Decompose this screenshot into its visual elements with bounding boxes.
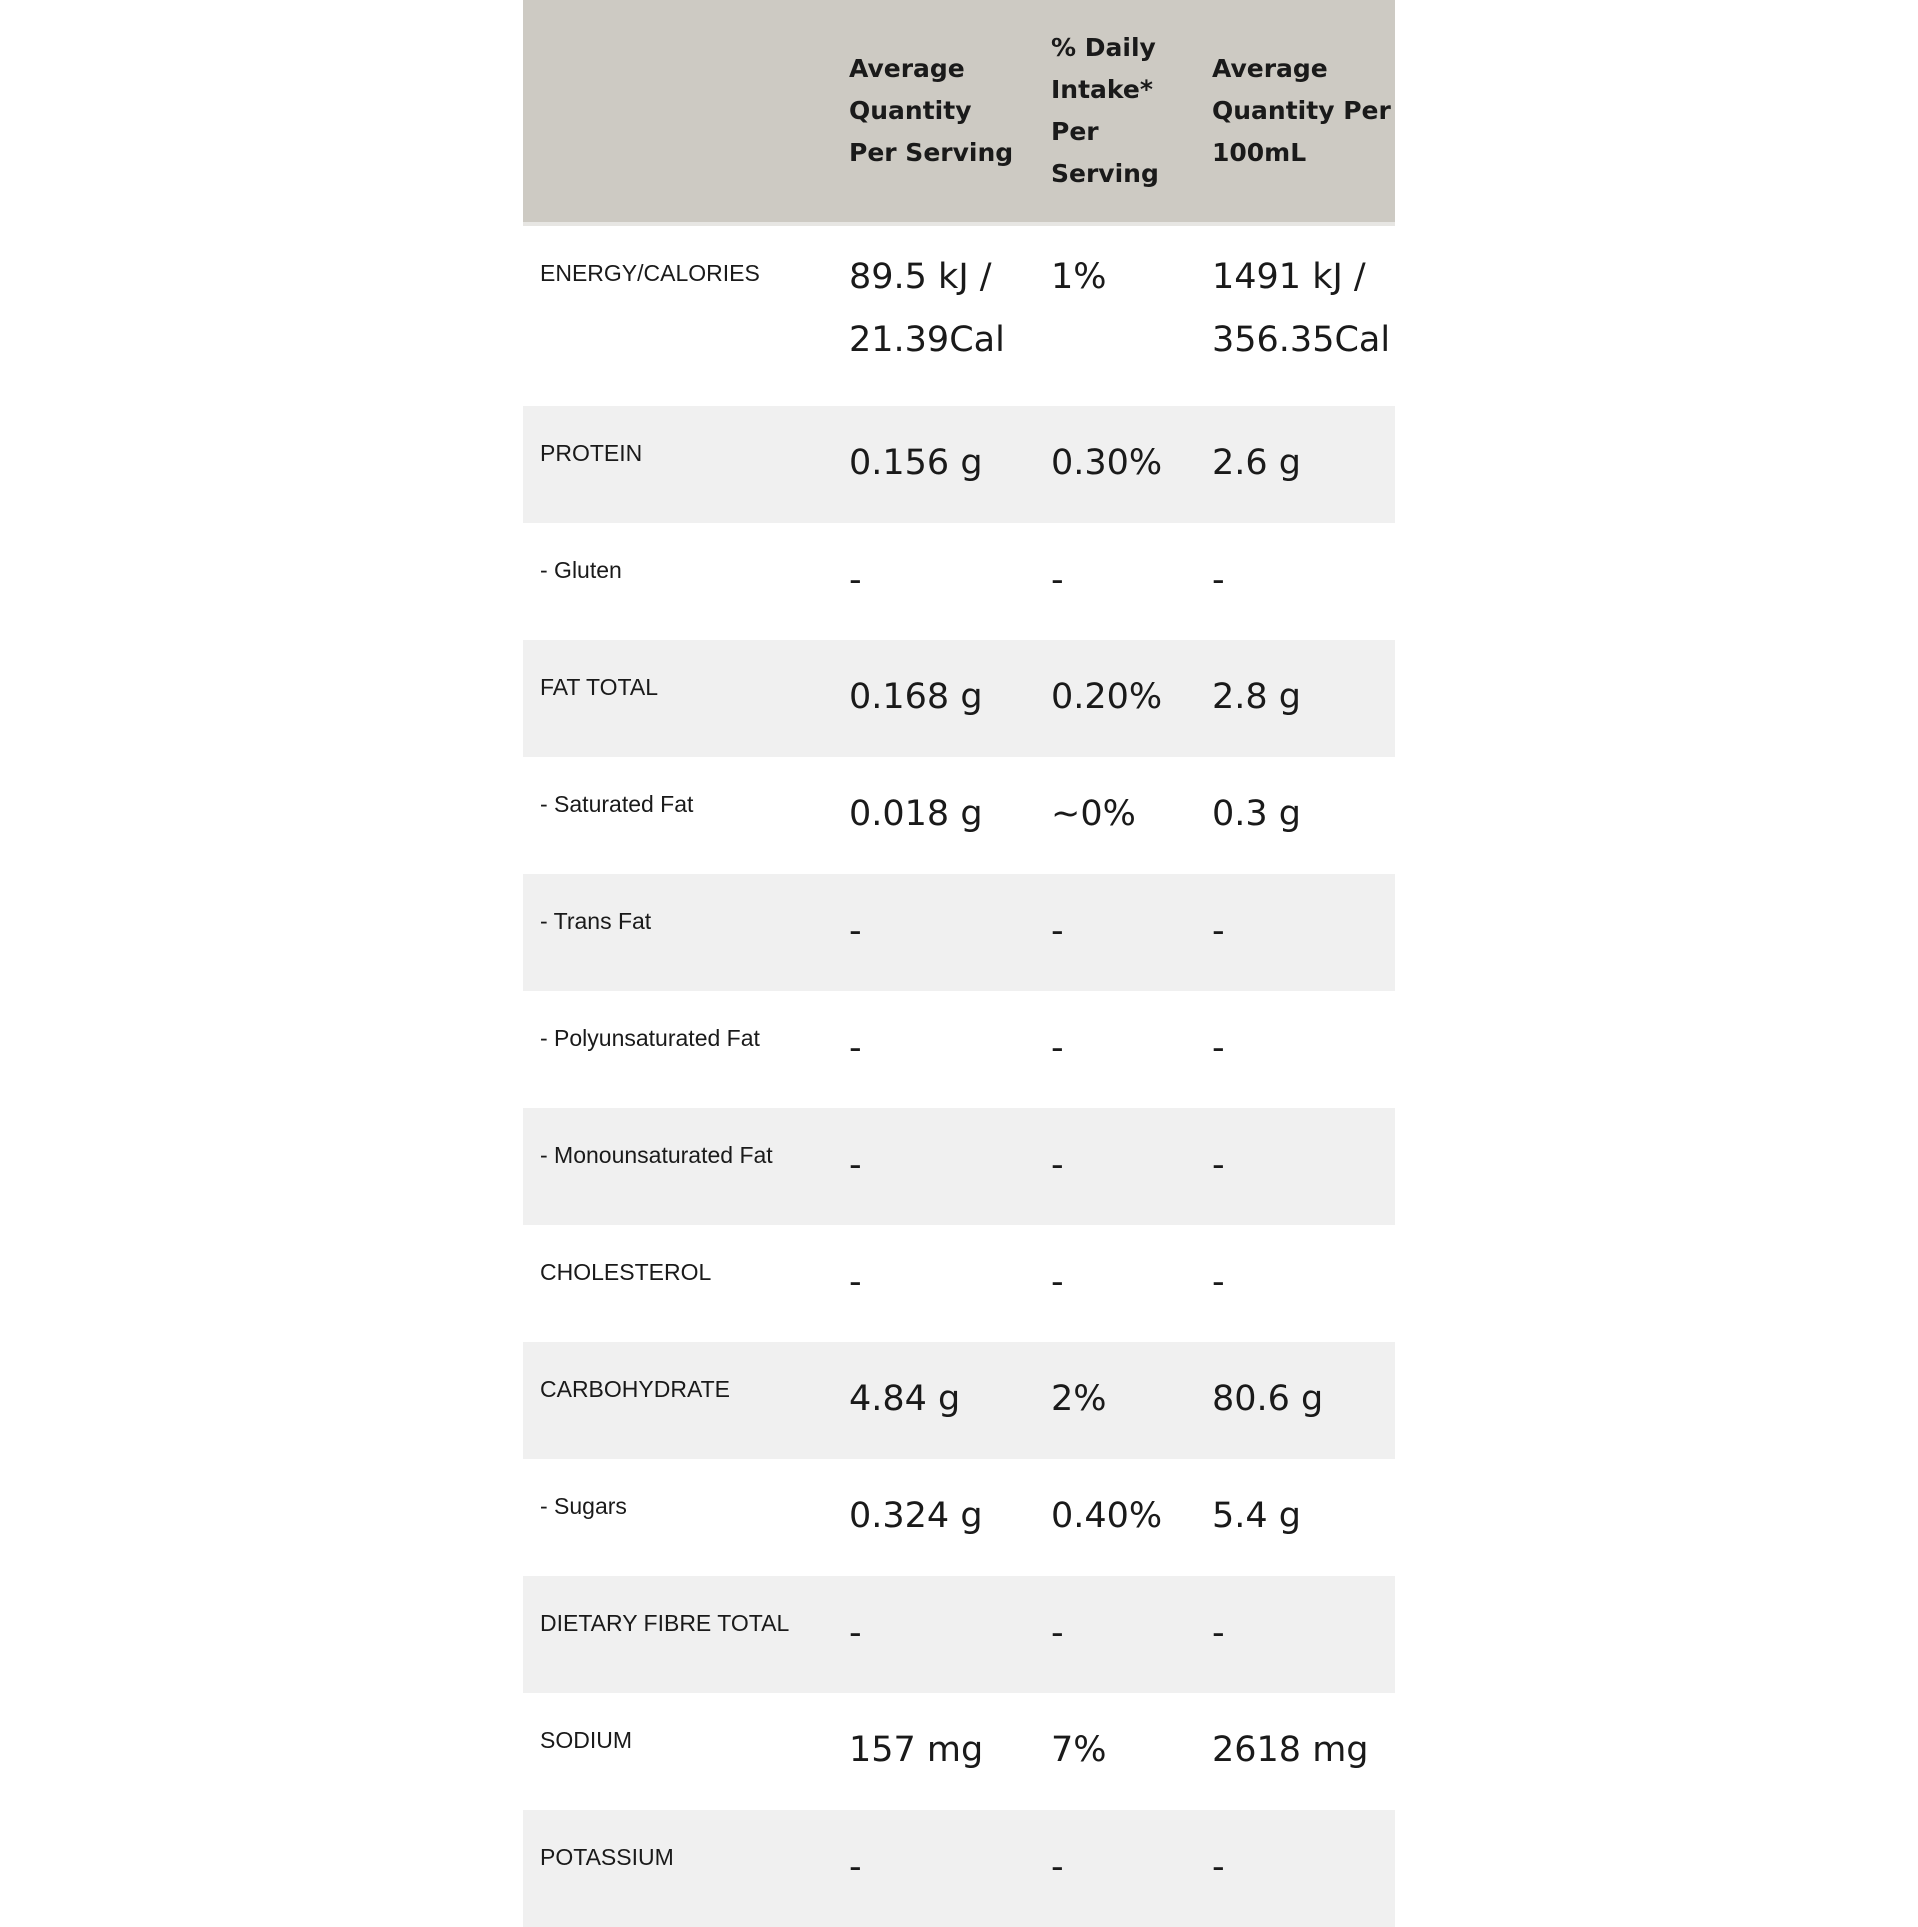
per-100ml-value-cell — [1212, 874, 1395, 991]
daily-intake-value-cell — [1051, 1810, 1212, 1927]
daily-intake-value: 1% — [1051, 257, 1107, 297]
nutrient-label: - Trans Fat — [540, 908, 652, 934]
per-serving-value: 0.018 g — [849, 794, 983, 834]
per-100ml-value: - — [1212, 1028, 1225, 1068]
per-serving-value-cell — [849, 406, 1051, 523]
per-100ml-value: - — [1212, 1847, 1225, 1887]
table-row — [523, 523, 1395, 640]
daily-intake-value: ~0% — [1051, 794, 1136, 834]
table-row — [523, 1459, 1395, 1576]
per-serving-value-cell — [849, 874, 1051, 991]
per-serving-value-cell — [849, 226, 1051, 406]
daily-intake-value-cell — [1051, 1225, 1212, 1342]
table-row — [523, 991, 1395, 1108]
per-100ml-value: 2.8 g — [1212, 677, 1302, 717]
daily-intake-value-cell — [1051, 1693, 1212, 1810]
per-serving-value-cell — [849, 1459, 1051, 1576]
daily-intake-value-cell — [1051, 757, 1212, 874]
per-100ml-value-cell — [1212, 757, 1395, 874]
daily-intake-value-cell — [1051, 1576, 1212, 1693]
per-100ml-value-cell — [1212, 523, 1395, 640]
table-row — [523, 406, 1395, 523]
nutrient-label: PROTEIN — [540, 440, 643, 466]
daily-intake-value: 0.20% — [1051, 677, 1163, 717]
nutrient-label: CARBOHYDRATE — [540, 1376, 730, 1402]
nutrient-label: - Monounsaturated Fat — [540, 1142, 773, 1168]
daily-intake-value-cell — [1051, 1342, 1212, 1459]
per-100ml-value: 0.3 g — [1212, 794, 1302, 834]
daily-intake-value: 2% — [1051, 1379, 1107, 1419]
per-100ml-value: 5.4 g — [1212, 1496, 1302, 1536]
per-100ml-value-cell — [1212, 1810, 1395, 1927]
nutrient-label: SODIUM — [540, 1727, 632, 1753]
per-serving-value: 89.5 kJ / 21.39Cal — [849, 257, 1005, 360]
nutrient-label: - Sugars — [540, 1493, 627, 1519]
per-serving-value: - — [849, 1145, 862, 1185]
daily-intake-value: - — [1051, 911, 1064, 951]
per-serving-value-cell — [849, 640, 1051, 757]
per-100ml-value-cell — [1212, 1693, 1395, 1810]
daily-intake-value: - — [1051, 560, 1064, 600]
table-row — [523, 757, 1395, 874]
nutrient-label: DIETARY FIBRE TOTAL — [540, 1610, 790, 1636]
nutrient-label: FAT TOTAL — [540, 674, 659, 700]
per-serving-value-cell — [849, 1108, 1051, 1225]
per-serving-value: 0.324 g — [849, 1496, 983, 1536]
per-serving-value: - — [849, 1613, 862, 1653]
table-row — [523, 1342, 1395, 1459]
per-serving-value: - — [849, 1028, 862, 1068]
daily-intake-value-cell — [1051, 226, 1212, 406]
daily-intake-value-cell — [1051, 991, 1212, 1108]
table-row — [523, 640, 1395, 757]
daily-intake-value: 0.40% — [1051, 1496, 1163, 1536]
per-serving-value: 0.156 g — [849, 443, 983, 483]
per-100ml-value: - — [1212, 1613, 1225, 1653]
per-serving-value-cell — [849, 757, 1051, 874]
table-row — [523, 1810, 1395, 1927]
per-100ml-value-cell — [1212, 991, 1395, 1108]
per-serving-value: - — [849, 1847, 862, 1887]
per-serving-value: - — [849, 911, 862, 951]
per-100ml-value-cell — [1212, 226, 1395, 406]
nutrient-label: ENERGY/CALORIES — [540, 260, 760, 286]
header-nutrient — [523, 0, 849, 222]
per-100ml-value-cell — [1212, 406, 1395, 523]
daily-intake-value: - — [1051, 1613, 1064, 1653]
per-serving-value: - — [849, 1262, 862, 1302]
per-serving-value-cell — [849, 1810, 1051, 1927]
per-serving-value-cell — [849, 1576, 1051, 1693]
per-100ml-value-cell — [1212, 1459, 1395, 1576]
daily-intake-value: - — [1051, 1262, 1064, 1302]
per-100ml-value: - — [1212, 560, 1225, 600]
header-per-100ml: Average Quantity Per 100mL — [1212, 54, 1391, 167]
per-100ml-value: - — [1212, 1262, 1225, 1302]
per-serving-value-cell — [849, 1342, 1051, 1459]
per-serving-value-cell — [849, 1693, 1051, 1810]
daily-intake-value: - — [1051, 1145, 1064, 1185]
nutrient-label: - Saturated Fat — [540, 791, 694, 817]
per-100ml-value: - — [1212, 911, 1225, 951]
daily-intake-value: 0.30% — [1051, 443, 1163, 483]
nutrient-label: CHOLESTEROL — [540, 1259, 712, 1285]
daily-intake-value-cell — [1051, 640, 1212, 757]
per-serving-value: 4.84 g — [849, 1379, 961, 1419]
nutrient-label: - Polyunsaturated Fat — [540, 1025, 760, 1051]
nutrition-table — [523, 0, 1395, 1927]
daily-intake-value-cell — [1051, 1459, 1212, 1576]
per-100ml-value: 80.6 g — [1212, 1379, 1324, 1419]
table-row — [523, 226, 1395, 406]
per-100ml-value-cell — [1212, 1108, 1395, 1225]
per-100ml-value: 1491 kJ / 356.35Cal — [1212, 257, 1391, 360]
per-serving-value: 0.168 g — [849, 677, 983, 717]
per-100ml-value: 2.6 g — [1212, 443, 1302, 483]
table-row — [523, 1576, 1395, 1693]
daily-intake-value-cell — [1051, 523, 1212, 640]
table-row — [523, 1693, 1395, 1810]
per-100ml-value: - — [1212, 1145, 1225, 1185]
daily-intake-value: 7% — [1051, 1730, 1107, 1770]
daily-intake-value-cell — [1051, 1108, 1212, 1225]
per-100ml-value: 2618 mg — [1212, 1730, 1369, 1770]
per-100ml-value-cell — [1212, 1576, 1395, 1693]
per-100ml-value-cell — [1212, 1342, 1395, 1459]
header-daily-intake: % Daily Intake* Per Serving — [1051, 33, 1159, 188]
table-row — [523, 874, 1395, 991]
nutrient-label: - Gluten — [540, 557, 622, 583]
daily-intake-value: - — [1051, 1847, 1064, 1887]
per-100ml-value-cell — [1212, 640, 1395, 757]
daily-intake-value-cell — [1051, 874, 1212, 991]
per-serving-value-cell — [849, 1225, 1051, 1342]
daily-intake-value: - — [1051, 1028, 1064, 1068]
daily-intake-value-cell — [1051, 406, 1212, 523]
table-row — [523, 1225, 1395, 1342]
table-header — [523, 0, 1395, 226]
nutrition-panel — [523, 0, 1395, 1918]
table-row — [523, 1108, 1395, 1225]
per-serving-value: - — [849, 560, 862, 600]
header-row — [523, 0, 1395, 222]
per-serving-value-cell — [849, 991, 1051, 1108]
per-serving-value-cell — [849, 523, 1051, 640]
nutrient-label: POTASSIUM — [540, 1844, 674, 1870]
per-100ml-value-cell — [1212, 1225, 1395, 1342]
per-serving-value: 157 mg — [849, 1730, 984, 1770]
header-per-serving: Average Quantity Per Serving — [849, 54, 1014, 167]
table-body — [523, 226, 1395, 1927]
